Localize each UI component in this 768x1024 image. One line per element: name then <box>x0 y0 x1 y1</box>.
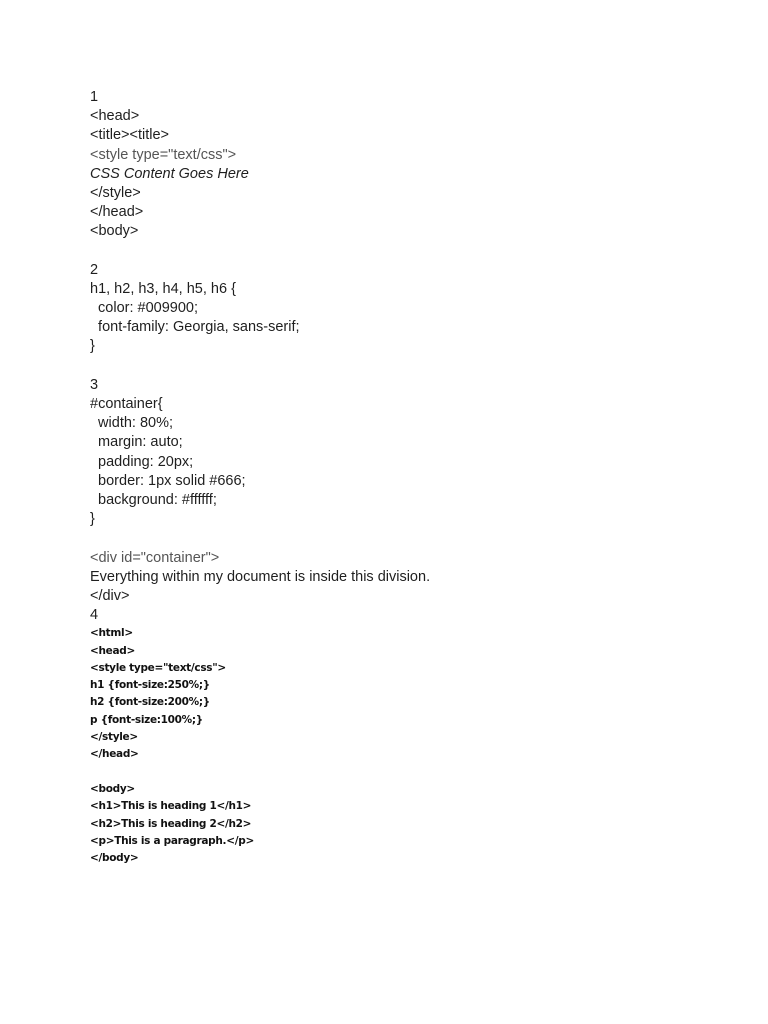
section-4-head-line: </style> <box>90 731 138 744</box>
section-1-line: </style> <box>90 184 141 201</box>
section-2-line: color: #009900; <box>90 300 199 317</box>
section-4-body-line: <h2>This is heading 2</h2> <box>90 817 252 830</box>
section-4-body-line: <p>This is a paragraph.</p> <box>90 834 254 847</box>
section-1-line: <style type="text/css"> <box>90 146 237 163</box>
section-2-line: font-family: Georgia, sans-serif; <box>90 319 300 336</box>
section-2-line: h1, h2, h3, h4, h5, h6 { <box>90 280 236 297</box>
section-4-head-line: p {font-size:100%;} <box>90 713 203 726</box>
section-4-head-line: <html> <box>90 627 133 640</box>
section-4-head-line: h2 {font-size:200%;} <box>90 696 210 709</box>
section-1-line: <body> <box>90 223 139 240</box>
blank-line <box>90 529 710 548</box>
section-4-body-line: <h1>This is heading 1</h1> <box>90 800 252 813</box>
section-3-line: background: #ffffff; <box>90 491 217 508</box>
section-3-line: width: 80%; <box>90 415 174 432</box>
section-1-line: </head> <box>90 204 144 221</box>
section-3-number: 3 <box>90 376 99 393</box>
section-3-html-line: <div id="container"> <box>90 549 220 566</box>
blank-line <box>90 357 710 376</box>
section-3-line: margin: auto; <box>90 434 183 451</box>
section-3-html-line: Everything within my document is inside this division. <box>90 568 431 585</box>
section-1-line: <head> <box>90 108 140 125</box>
section-4-head-line: h1 {font-size:250%;} <box>90 679 210 692</box>
section-4-body-line: <body> <box>90 782 135 795</box>
section-4-head-line: <head> <box>90 644 135 657</box>
section-4-number: 4 <box>90 607 99 624</box>
section-4-head-line: </head> <box>90 748 139 761</box>
document-page <box>90 88 710 867</box>
section-2-number: 2 <box>90 261 99 278</box>
section-3-line: #container{ <box>90 396 163 412</box>
section-3-line: border: 1px solid #666; <box>90 472 246 489</box>
blank-line <box>90 764 710 781</box>
section-4-head-line: <style type="text/css"> <box>90 661 226 674</box>
blank-line <box>90 242 710 261</box>
section-2-line: } <box>90 338 95 355</box>
section-1-line: <title><title> <box>90 127 169 144</box>
section-4-body-line: </body> <box>90 852 139 865</box>
section-3-line: padding: 20px; <box>90 453 194 470</box>
section-1-line: CSS Content Goes Here <box>90 165 249 182</box>
section-1-number: 1 <box>90 89 99 105</box>
section-3-html-line: </div> <box>90 587 130 604</box>
section-3-line: } <box>90 511 95 528</box>
